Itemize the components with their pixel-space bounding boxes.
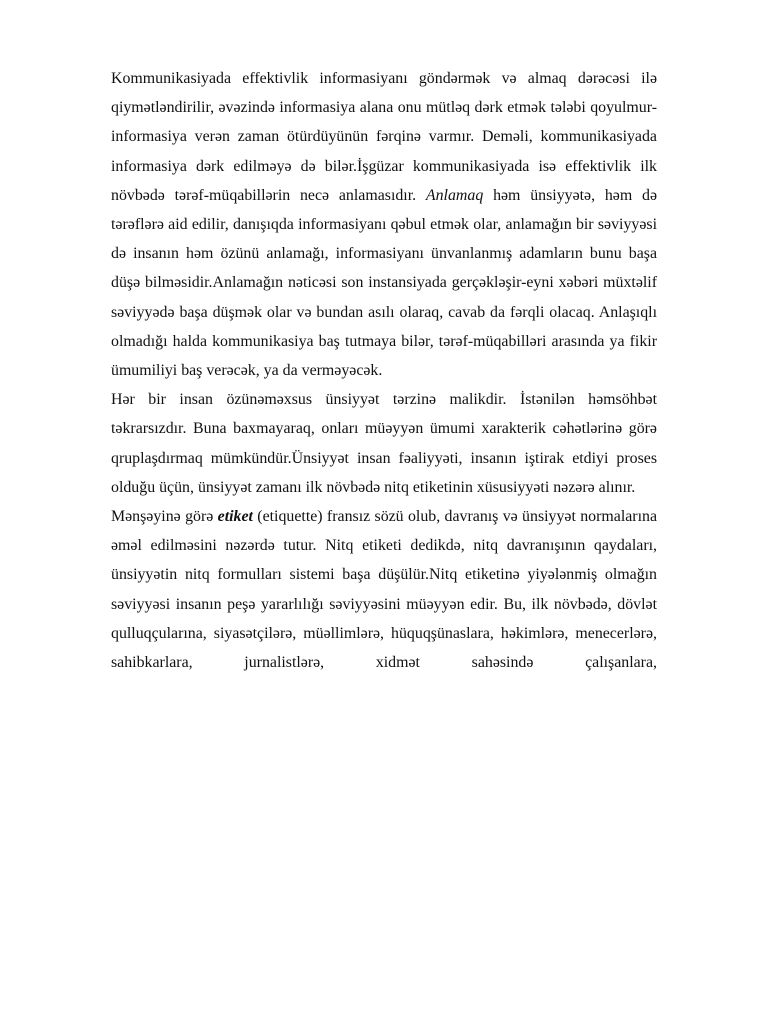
paragraph-1 [111,64,657,385]
paragraph-2: Hər bir insan özünəməxsus ünsiyyət tərzinə malikdir. İstənilən həmsöhbət təkrarsızdır. Buna baxmayaraq, onları müəyyən ümumi xarakterik cəhətlərinə görə qruplaşdırmaq mümkündür.Ünsiyyət insan fəaliyyəti, insanın iştirak etdiyi proses olduğu üçün, ünsiyyət zamanı ilk növbədə nitq etiketinin xüsusiyyəti nəzərə alınır. [111,391,657,496]
paragraph-3 [111,502,657,677]
paragraph-1-text-start: Kommunikasiyada effektivlik informasiyanı göndərmək və almaq dərəcəsi ilə qiymətləndirilir, əvəzində informasiya alana onu mütləq dərk etmək tələbi qoyulmur-informasiya verən zaman ötürdüyünün fərqinə varmır. Deməli, kommunikasiyada informasiya dərk edilməyə də bilər.İşgüzar kommunikasiyada isə effektivlik ilk növbədə tərəf-müqabillərin necə anlamasıdır. [111,70,657,204]
emphasis-etiket: etiket [217,508,253,526]
paragraph-3-text-end: (etiquette) fransız sözü olub, davranış və ünsiyyət normalarına əməl edilməsini nəzərdə tutur. Nitq etiketi dedikdə, nitq davranışının qaydaları, ünsiyyətin nitq formulları sistemi başa düşülür.Nitq etiketinə yiyələnmiş olmağın səviyyəsi insanın peşə yararlılığı səviyyəsini müəyyən edir. Bu, ilk növbədə, dövlət qulluqçularına, siyasətçilərə, müəllimlərə, hüquqşünaslara, həkimlərə, menecerlərə, sahibkarlara, jurnalistlərə, xidmət sahəsində çalışanlara, [111,508,658,672]
document-body [111,64,657,677]
emphasis-anlamaq: Anlamaq [425,186,484,204]
paragraph-3-text-start: Mənşəyinə görə [111,508,218,526]
paragraph-1-text-end: həm ünsiyyətə, həm də tərəflərə aid edilir, danışıqda informasiyanı qəbul etmək olar, anlamağın bir səviyyəsi də insanın həm özünü anlamağı, informasiyanı ünvanlanmış adamların bunu başa düşə bilməsidir.Anlamağın nəticəsi son instansiyada gerçəkləşir-eyni xəbəri müxtəlif səviyyədə başa düşmək olar və bundan asılı olaraq, cavab da fərqli olacaq. Anlaşıqlı olmadığı halda kommunikasiya baş tutmaya bilər, tərəf-müqabilləri arasında ya fikir ümumiliyi baş verəcək, ya da verməyəcək. [111,186,657,380]
